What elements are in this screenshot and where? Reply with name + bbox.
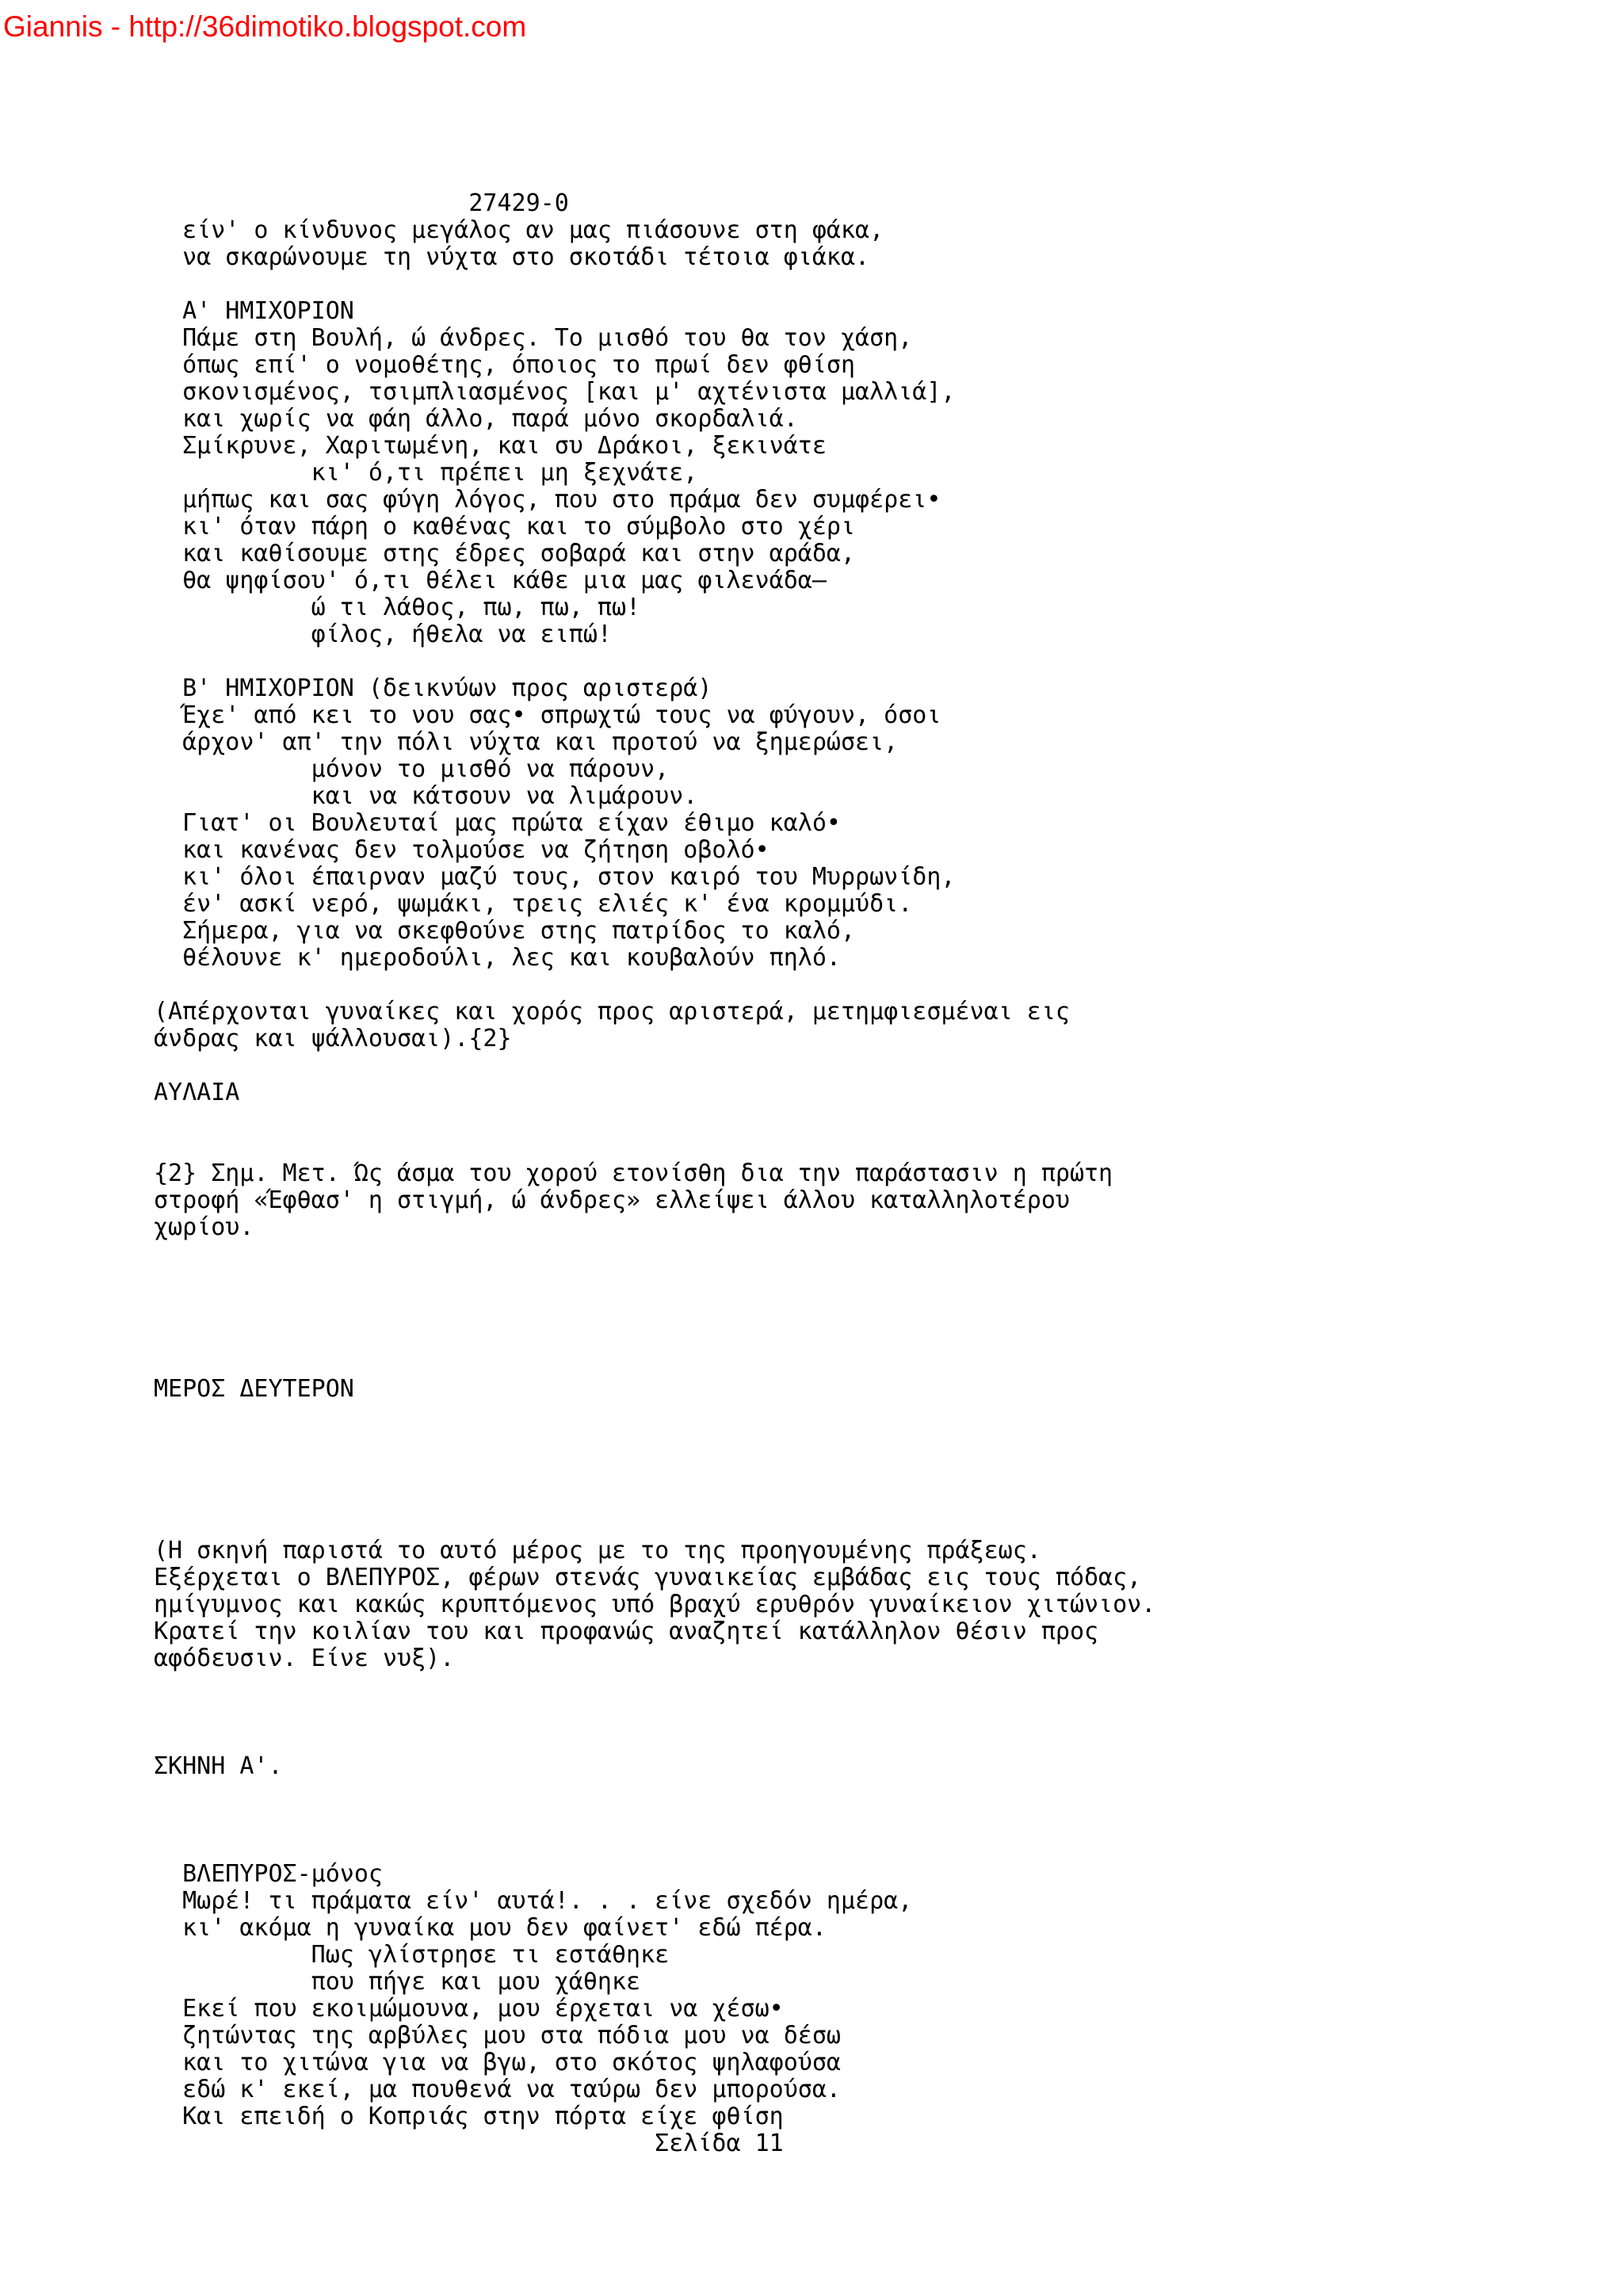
text-line: Μωρέ! τι πράματα είν' αυτά!. . . είνε σχεδόν ημέρα, — [154, 1887, 913, 1915]
text-line: είν' ο κίνδυνος μεγάλος αν μας πιάσουνε στη φάκα, — [154, 216, 884, 244]
text-line: Σελίδα 11 — [154, 2130, 784, 2157]
document-body — [154, 190, 1612, 2211]
text-line: ΑΥΛΑΙΑ — [154, 1079, 240, 1106]
text-line: Και επειδή ο Κοπριάς στην πόρτα είχε φθίση — [154, 2103, 784, 2130]
header-watermark[interactable]: Giannis - http://36dimotiko.blogspot.com — [3, 10, 527, 43]
text-line: θα ψηφίσου' ό,τι θέλει κάθε μια μας φιλενάδα— — [154, 567, 827, 594]
text-line: ώ τι λάθος, πω, πω, πω! — [154, 594, 641, 621]
text-line: κι' ό,τι πρέπει μη ξεχνάτε, — [154, 459, 698, 487]
text-line: άρχον' απ' την πόλι νύχτα και προτού να ξημερώσει, — [154, 728, 899, 756]
text-line — [154, 1403, 1612, 1430]
text-line: ζητώντας της αρβύλες μου στα πόδια μου να δέσω — [154, 2022, 841, 2050]
text-line: Α' ΗΜΙΧΟΡΙΟΝ — [154, 297, 354, 325]
text-line — [154, 1133, 1612, 1160]
text-line — [154, 1241, 1612, 1268]
text-line: (Η σκηνή παριστά το αυτό μέρος με το της προηγουμένης πράξεως. — [154, 1537, 1041, 1564]
text-line: Έχε' από κει το νου σας• σπρωχτώ τους να φύγουν, όσοι — [154, 701, 941, 729]
text-line — [154, 1268, 1612, 1295]
text-line: 27429-0 — [154, 189, 569, 217]
text-line — [154, 1457, 1612, 1484]
text-line — [154, 1052, 1612, 1079]
text-line: Πάμε στη Βουλή, ώ άνδρες. Το μισθό του θα τον χάση, — [154, 324, 913, 352]
text-line: Εκεί που εκοιμώμουνα, μου έρχεται να χέσω• — [154, 1995, 784, 2023]
text-line: έν' ασκί νερό, ψωμάκι, τρεις ελιές κ' ένα κρομμύδι. — [154, 890, 913, 918]
text-line: Κρατεί την κοιλίαν του και προφανώς αναζητεί κατάλληλον θέσιν προς — [154, 1618, 1099, 1645]
text-line — [154, 1484, 1612, 1511]
text-line: Πως γλίστρησε τι εστάθηκε — [154, 1941, 670, 1969]
page-number — [154, 2184, 1612, 2211]
text-line — [154, 1322, 1612, 1349]
text-line — [154, 1834, 1612, 1861]
text-line — [154, 648, 1612, 675]
text-line: (Απέρχονται γυναίκες και χορός προς αριστερά, μετημφιεσμέναι εις — [154, 998, 1070, 1026]
text-line: θέλουνε κ' ημεροδούλι, λες και κουβαλούν πηλό. — [154, 944, 841, 972]
text-line: και καθίσουμε στης έδρες σοβαρά και στην αράδα, — [154, 540, 856, 567]
text-line: κι' όλοι έπαιρναν μαζύ τους, στον καιρό του Μυρρωνίδη, — [154, 863, 956, 891]
text-line: και κανένας δεν τολμούσε να ζήτηση οβολό• — [154, 836, 769, 864]
text-line: κι' όταν πάρη ο καθένας και το σύμβολο στο χέρι — [154, 513, 856, 541]
text-line: χωρίου. — [154, 1213, 254, 1241]
text-line — [154, 1699, 1612, 1726]
text-line: φίλος, ήθελα να ειπώ! — [154, 621, 612, 648]
text-line — [154, 1511, 1612, 1538]
text-line: ΜΕΡΟΣ ΔΕΥΤΕΡΟΝ — [154, 1375, 354, 1403]
text-line: να σκαρώνουμε τη νύχτα στο σκοτάδι τέτοια φιάκα. — [154, 243, 870, 271]
text-line — [154, 1295, 1612, 1322]
text-line: στροφή «Έφθασ' η στιγμή, ώ άνδρες» ελλείψει άλλου καταλληλοτέρου — [154, 1186, 1070, 1214]
text-line: και το χιτώνα για να βγω, στο σκότος ψηλαφούσα — [154, 2049, 841, 2076]
text-line: Σήμερα, για να σκεφθούνε στης πατρίδος το καλό, — [154, 917, 856, 945]
text-line: Σμίκρυνε, Χαριτωμένη, και συ Δράκοι, ξεκινάτε — [154, 432, 827, 460]
text-line: και χωρίς να φάη άλλο, παρά μόνο σκορδαλιά. — [154, 405, 798, 433]
text-line: και να κάτσουν να λιμάρουν. — [154, 782, 698, 810]
text-line — [154, 1349, 1612, 1376]
text-line: ημίγυμνος και κακώς κρυπτόμενος υπό βραχύ ερυθρόν γυναίκειον χιτώνιον. — [154, 1591, 1156, 1618]
text-line — [154, 1430, 1612, 1457]
text-line: εδώ κ' εκεί, μα πουθενά να ταύρω δεν μπορούσα. — [154, 2076, 841, 2103]
text-line: μήπως και σας φύγη λόγος, που στο πράμα δεν συμφέρει• — [154, 486, 941, 514]
text-line: ΣΚΗΝΗ Α'. — [154, 1752, 283, 1780]
text-line — [154, 1780, 1612, 1807]
text-line: Γιατ' οι Βουλευταί μας πρώτα είχαν έθιμο καλό• — [154, 809, 841, 837]
text-line: Εξέρχεται ο ΒΛΕΠΥΡΟΣ, φέρων στενάς γυναικείας εμβάδας εις τους πόδας, — [154, 1564, 1142, 1591]
text-line: αφόδευσιν. Είνε νυξ). — [154, 1645, 455, 1672]
text-line: κι' ακόμα η γυναίκα μου δεν φαίνετ' εδώ πέρα. — [154, 1914, 827, 1942]
text-line: {2} Σημ. Μετ. Ώς άσμα του χορού ετονίσθη δια την παράστασιν η πρώτη — [154, 1159, 1113, 1187]
text-line: που πήγε και μου χάθηκε — [154, 1968, 641, 1996]
text-line: ΒΛΕΠΥΡΟΣ-μόνος — [154, 1860, 383, 1888]
text-line: σκονισμένος, τσιμπλιασμένος [και μ' αχτένιστα μαλλιά], — [154, 378, 956, 406]
text-line: άνδρας και ψάλλουσαι).{2} — [154, 1025, 512, 1052]
text-line: όπως επί' ο νομοθέτης, όποιος το πρωί δεν φθίση — [154, 351, 856, 379]
text-line — [154, 271, 1612, 298]
text-line — [154, 1807, 1612, 1834]
text-line — [154, 2157, 1612, 2184]
text-line — [154, 972, 1612, 999]
text-line: μόνον το μισθό να πάρουν, — [154, 755, 670, 783]
text-line: Β' ΗΜΙΧΟΡΙΟΝ (δεικνύων προς αριστερά) — [154, 674, 712, 702]
text-line — [154, 1726, 1612, 1753]
text-line — [154, 1106, 1612, 1133]
text-line — [154, 1672, 1612, 1699]
